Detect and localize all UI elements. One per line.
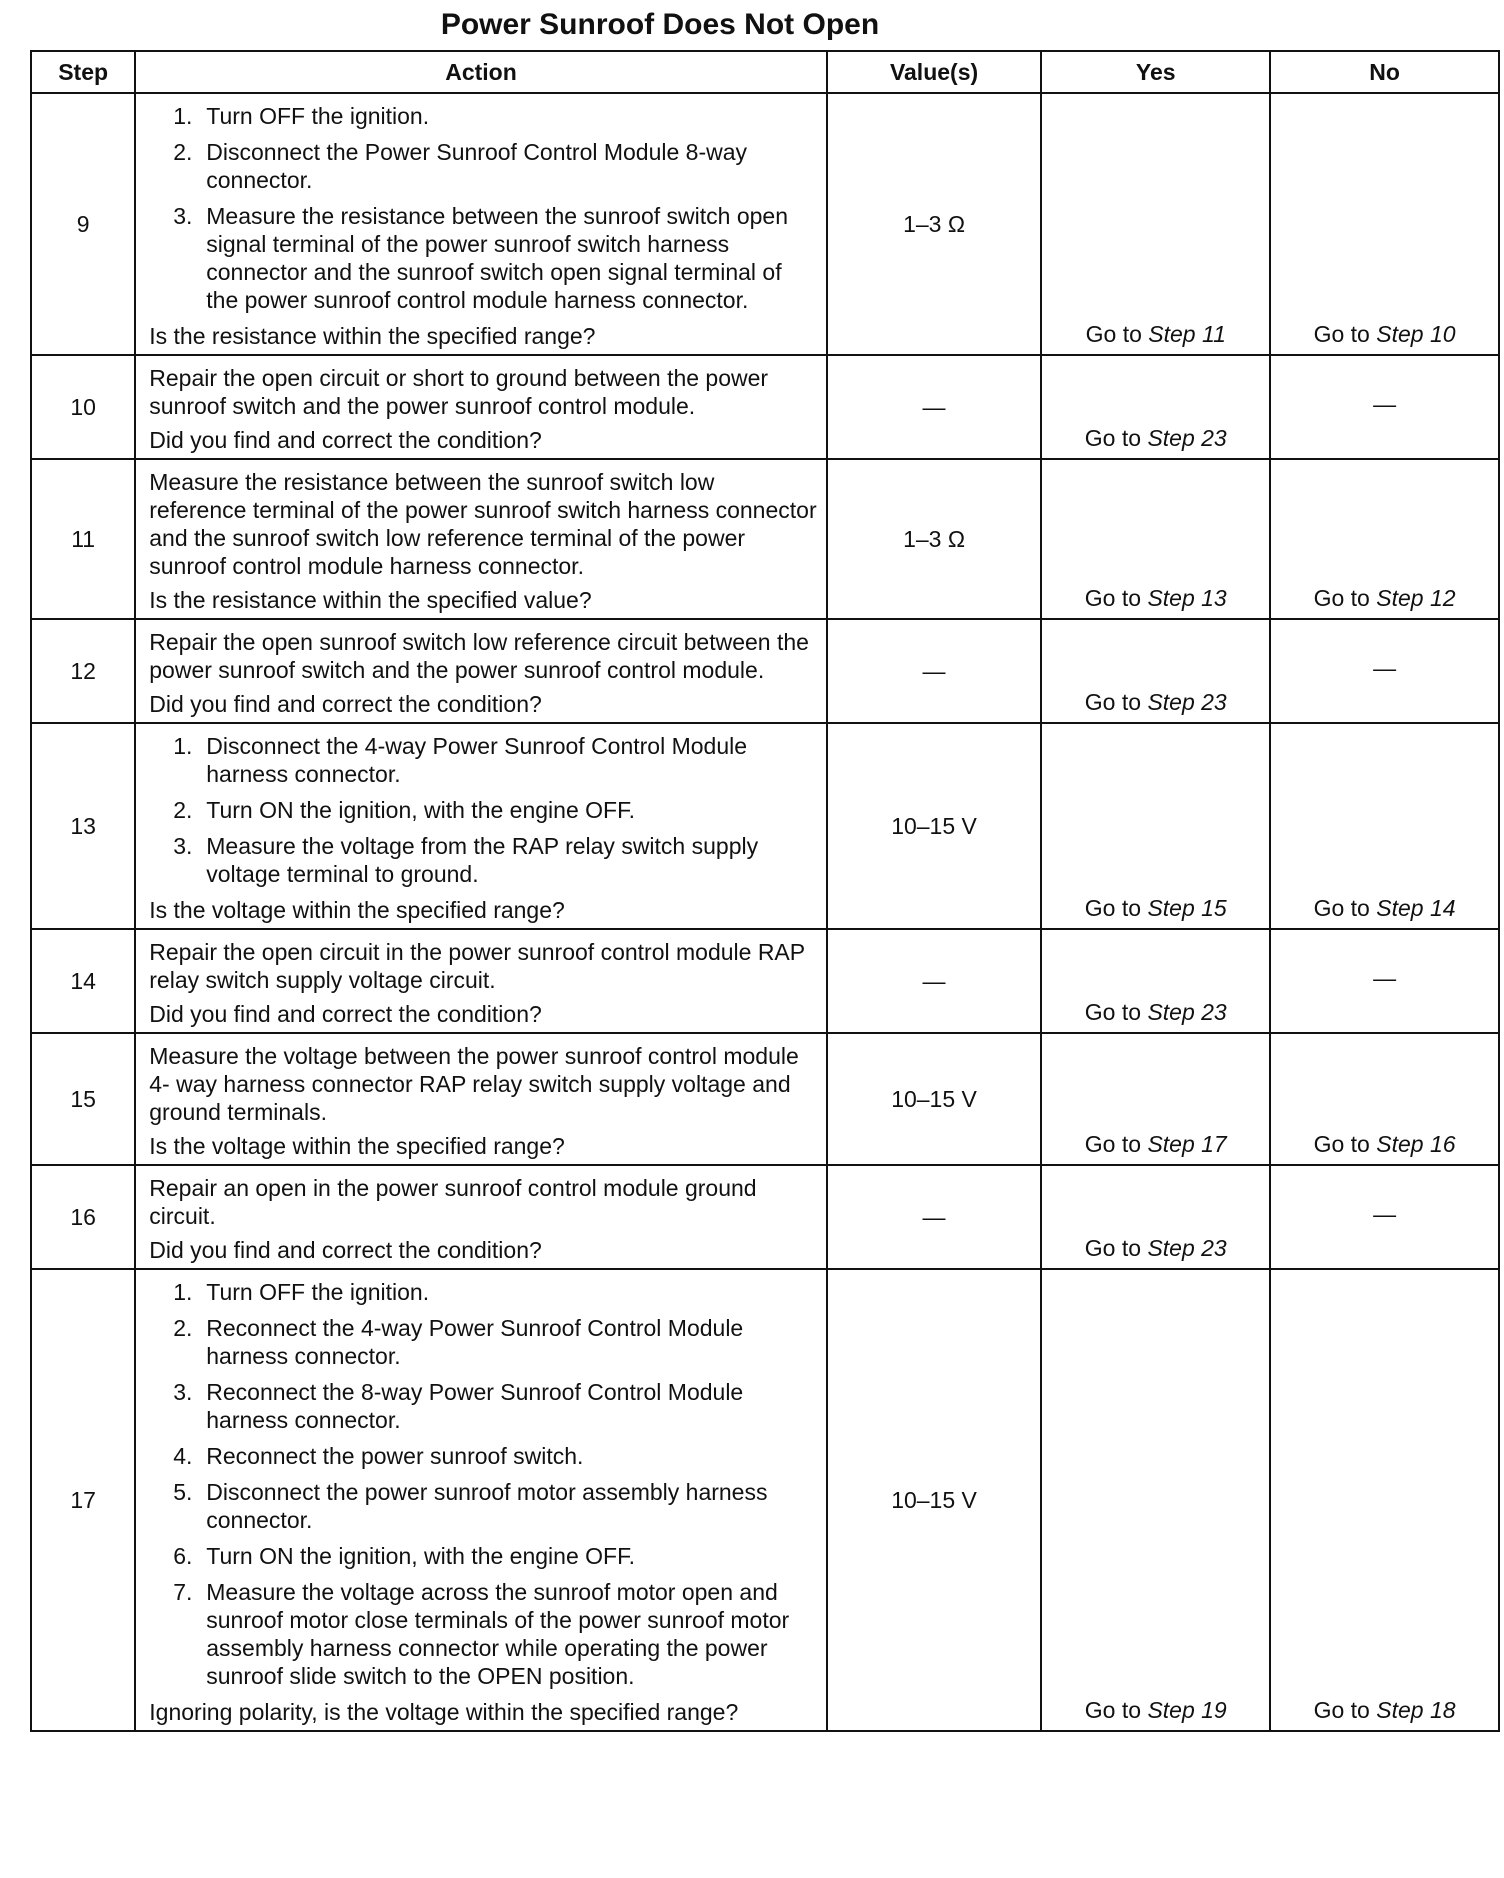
substep-number: 6. (173, 1543, 193, 1569)
header-row (31, 51, 1499, 93)
substep-item (149, 1578, 817, 1690)
yes-cell (1041, 93, 1270, 355)
yes-goto (1085, 895, 1227, 921)
no-step-link: Step 14 (1376, 895, 1456, 921)
no-cell: — (1270, 1165, 1499, 1269)
step-number: 17 (31, 1269, 135, 1731)
yes-step-link: Step 23 (1147, 425, 1227, 451)
yes-prefix: Go to (1084, 1235, 1142, 1261)
yes-prefix: Go to (1084, 1131, 1142, 1157)
yes-step-link: Step 23 (1147, 689, 1227, 715)
no-goto (1314, 895, 1456, 921)
action-cell (135, 1165, 826, 1269)
action-question: Ignoring polarity, is the voltage within the specified range? (149, 1699, 739, 1725)
step-number: 10 (31, 355, 135, 459)
value-cell: — (827, 1165, 1042, 1269)
substep-text: Measure the voltage from the RAP relay switch supply voltage terminal to ground. (206, 833, 759, 887)
no-cell (1270, 1269, 1499, 1731)
yes-step-link: Step 15 (1147, 895, 1227, 921)
action-cell (135, 355, 826, 459)
no-prefix: Go to (1313, 895, 1370, 921)
no-cell: — (1270, 355, 1499, 459)
value-cell: — (827, 355, 1042, 459)
step-number: 14 (31, 929, 135, 1033)
document-title: Power Sunroof Does Not Open (440, 8, 880, 41)
no-step-link: Step 10 (1376, 321, 1456, 347)
yes-cell (1041, 355, 1270, 459)
yes-cell (1041, 619, 1270, 723)
yes-goto (1085, 1697, 1227, 1723)
table-row (31, 355, 1499, 459)
action-question: Did you find and correct the condition? (149, 691, 542, 717)
no-goto (1314, 585, 1456, 611)
substep-text: Reconnect the power sunroof switch. (206, 1443, 584, 1469)
table-row (31, 1269, 1499, 1731)
substep-number: 2. (173, 139, 193, 165)
yes-step-link: Step 23 (1147, 1235, 1227, 1261)
action-text: Repair the open circuit in the power sunroof control module RAP relay switch supply voltage circuit. (149, 939, 805, 993)
table-row (31, 1165, 1499, 1269)
yes-cell (1041, 1165, 1270, 1269)
no-prefix: Go to (1313, 585, 1370, 611)
yes-goto (1085, 425, 1227, 451)
action-question: Is the resistance within the specified range? (149, 323, 596, 349)
value-cell: 10–15 V (827, 1269, 1042, 1731)
substep-number: 1. (173, 103, 193, 129)
yes-step-link: Step 13 (1147, 585, 1227, 611)
header-yes: Yes (1041, 51, 1270, 93)
no-cell (1270, 723, 1499, 929)
action-text: Repair the open sunroof switch low reference circuit between the power sunroof switch and the power sunroof control module. (149, 629, 809, 683)
substep-item (149, 1314, 817, 1370)
action-text: Repair the open circuit or short to ground between the power sunroof switch and the power sunroof control module. (149, 365, 769, 419)
action-question: Is the voltage within the specified range? (149, 897, 565, 923)
table-row (31, 93, 1499, 355)
action-text: Repair an open in the power sunroof control module ground circuit. (149, 1175, 757, 1229)
header-values: Value(s) (827, 51, 1042, 93)
yes-cell (1041, 1269, 1270, 1731)
yes-prefix: Go to (1084, 689, 1142, 715)
table-row (31, 723, 1499, 929)
table-row (31, 1033, 1499, 1165)
action-question: Is the voltage within the specified range? (149, 1133, 565, 1159)
substep-item (149, 1378, 817, 1434)
substep-list (149, 1278, 817, 1690)
no-step-link: Step 16 (1376, 1131, 1456, 1157)
yes-goto (1085, 1131, 1227, 1157)
no-cell (1270, 1033, 1499, 1165)
header-action: Action (135, 51, 826, 93)
value-cell: — (827, 929, 1042, 1033)
substep-item (149, 832, 817, 888)
yes-prefix: Go to (1084, 895, 1142, 921)
yes-prefix: Go to (1085, 321, 1142, 347)
action-cell (135, 1033, 826, 1165)
value-cell: 1–3 Ω (827, 459, 1042, 619)
yes-prefix: Go to (1084, 1697, 1142, 1723)
substep-text: Disconnect the Power Sunroof Control Module 8-way connector. (206, 139, 748, 193)
yes-step-link: Step 17 (1147, 1131, 1227, 1157)
substep-list (149, 732, 817, 888)
table-row (31, 929, 1499, 1033)
yes-cell (1041, 459, 1270, 619)
substep-number: 5. (173, 1479, 193, 1505)
substep-text: Disconnect the 4-way Power Sunroof Control Module harness connector. (206, 733, 748, 787)
substep-list (149, 102, 817, 314)
substep-number: 7. (173, 1579, 193, 1605)
substep-text: Turn OFF the ignition. (206, 103, 430, 129)
substep-item (149, 138, 817, 194)
header-step: Step (31, 51, 135, 93)
step-number: 9 (31, 93, 135, 355)
value-cell: — (827, 619, 1042, 723)
substep-item (149, 1442, 817, 1470)
no-prefix: Go to (1313, 1131, 1370, 1157)
action-cell (135, 723, 826, 929)
step-number: 15 (31, 1033, 135, 1165)
substep-number: 1. (173, 1279, 193, 1305)
yes-goto (1085, 999, 1227, 1025)
no-prefix: Go to (1313, 321, 1370, 347)
action-cell (135, 93, 826, 355)
substep-item (149, 796, 817, 824)
yes-cell (1041, 929, 1270, 1033)
substep-text: Turn ON the ignition, with the engine OFF. (206, 797, 635, 823)
header-no: No (1270, 51, 1499, 93)
table-row (31, 619, 1499, 723)
step-number: 12 (31, 619, 135, 723)
value-cell: 10–15 V (827, 723, 1042, 929)
action-cell (135, 619, 826, 723)
action-cell (135, 929, 826, 1033)
substep-item (149, 732, 817, 788)
yes-goto (1085, 689, 1227, 715)
value-cell: 10–15 V (827, 1033, 1042, 1165)
substep-text: Reconnect the 4-way Power Sunroof Control Module harness connector. (206, 1315, 744, 1369)
substep-number: 1. (173, 733, 193, 759)
action-question: Did you find and correct the condition? (149, 1001, 542, 1027)
no-prefix: Go to (1313, 1697, 1370, 1723)
substep-text: Turn ON the ignition, with the engine OFF. (206, 1543, 635, 1569)
action-cell (135, 1269, 826, 1731)
yes-step-link: Step 23 (1147, 999, 1227, 1025)
yes-cell (1041, 1033, 1270, 1165)
step-number: 11 (31, 459, 135, 619)
substep-item (149, 1278, 817, 1306)
substep-number: 3. (173, 1379, 193, 1405)
action-question: Did you find and correct the condition? (149, 427, 542, 453)
no-cell (1270, 93, 1499, 355)
substep-number: 3. (173, 203, 193, 229)
yes-cell (1041, 723, 1270, 929)
substep-text: Disconnect the power sunroof motor assembly harness connector. (206, 1479, 768, 1533)
yes-step-link: Step 11 (1148, 321, 1226, 347)
substep-item (149, 202, 817, 314)
no-step-link: Step 12 (1376, 585, 1456, 611)
yes-prefix: Go to (1084, 425, 1142, 451)
no-cell: — (1270, 929, 1499, 1033)
step-number: 13 (31, 723, 135, 929)
value-cell: 1–3 Ω (827, 93, 1042, 355)
action-question: Is the resistance within the specified value? (149, 587, 592, 613)
no-goto (1314, 1131, 1456, 1157)
substep-number: 2. (173, 797, 193, 823)
yes-step-link: Step 19 (1147, 1697, 1227, 1723)
no-cell (1270, 459, 1499, 619)
action-question: Did you find and correct the condition? (149, 1237, 542, 1263)
yes-prefix: Go to (1084, 999, 1142, 1025)
no-goto (1314, 321, 1456, 347)
no-step-link: Step 18 (1376, 1697, 1456, 1723)
action-text: Measure the resistance between the sunroof switch low reference terminal of the power sunroof switch harness connector and the sunroof switch low reference terminal of the power sunroof control module harness connector. (149, 469, 817, 579)
action-cell (135, 459, 826, 619)
no-goto (1314, 1697, 1456, 1723)
substep-item (149, 1478, 817, 1534)
substep-text: Measure the resistance between the sunroof switch open signal terminal of the power sunroof switch harness connector and the sunroof switch open signal terminal of the power sunroof control module harness connector. (206, 203, 788, 313)
substep-item (149, 102, 817, 130)
substep-text: Reconnect the 8-way Power Sunroof Control Module harness connector. (206, 1379, 744, 1433)
table-row (31, 459, 1499, 619)
step-number: 16 (31, 1165, 135, 1269)
substep-text: Measure the voltage across the sunroof motor open and sunroof motor close terminals of the power sunroof motor assembly harness connector while operating the power sunroof slide switch to the OPEN position. (206, 1579, 790, 1689)
no-cell: — (1270, 619, 1499, 723)
yes-prefix: Go to (1084, 585, 1142, 611)
action-text: Measure the voltage between the power sunroof control module 4- way harness connector RAP relay switch supply voltage and ground terminals. (149, 1043, 799, 1125)
substep-text: Turn OFF the ignition. (206, 1279, 430, 1305)
substep-item (149, 1542, 817, 1570)
substep-number: 4. (173, 1443, 193, 1469)
yes-goto (1086, 321, 1226, 347)
substep-number: 3. (173, 833, 193, 859)
yes-goto (1085, 1235, 1227, 1261)
substep-number: 2. (173, 1315, 193, 1341)
yes-goto (1085, 585, 1227, 611)
diagnostic-table (30, 50, 1500, 1732)
